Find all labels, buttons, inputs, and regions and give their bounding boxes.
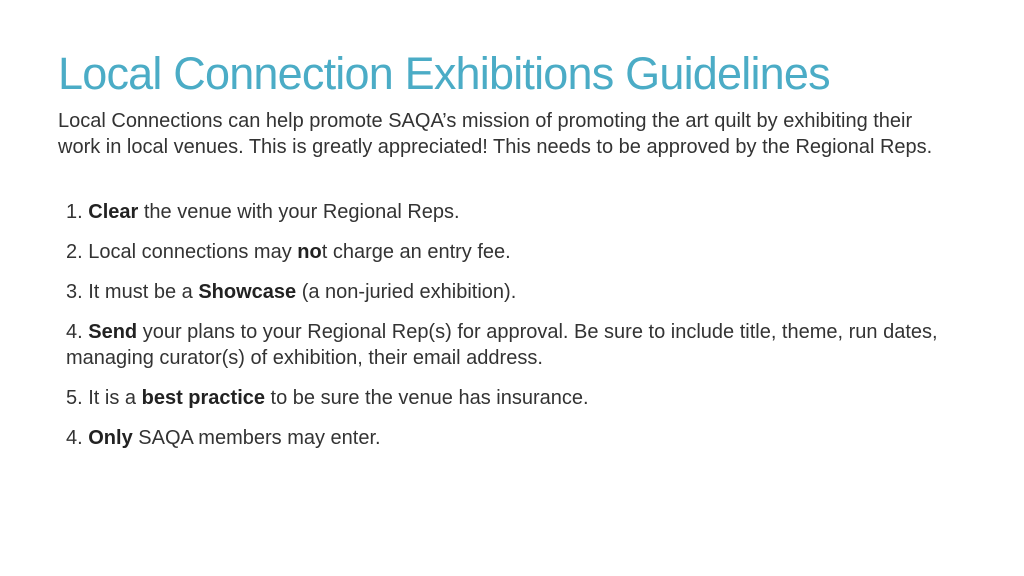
slide-title: Local Connection Exhibitions Guidelines <box>58 48 830 99</box>
step-text-bold: best practice <box>141 387 265 409</box>
step-text-post: the venue with your Regional Reps. <box>138 201 460 223</box>
guideline-step <box>66 425 966 451</box>
step-number: 5. <box>66 387 83 409</box>
step-text-post: t charge an entry fee. <box>321 241 511 263</box>
step-text-bold: no <box>297 241 322 263</box>
step-text-post: SAQA members may enter. <box>132 427 381 449</box>
step-text-bold: Send <box>88 321 138 343</box>
step-text-pre: It must be a <box>88 281 199 303</box>
step-text-post: to be sure the venue has insurance. <box>265 387 589 409</box>
guideline-step <box>66 279 966 305</box>
step-number: 1. <box>66 201 83 223</box>
guideline-step <box>66 199 966 225</box>
step-number: 4. <box>66 427 83 449</box>
guidelines-list <box>66 199 966 465</box>
step-text-bold: Showcase <box>198 281 297 303</box>
step-text-pre: Local connections may <box>88 241 298 263</box>
step-text-bold: Clear <box>88 201 139 223</box>
guideline-step <box>66 319 966 371</box>
step-text-bold: Only <box>88 427 133 449</box>
step-text-post: (a non-juried exhibition). <box>296 281 517 303</box>
step-number: 2. <box>66 241 83 263</box>
guideline-step <box>66 239 966 265</box>
step-text-post: your plans to your Regional Rep(s) for approval. Be sure to include title, theme, run dates, managing curator(s) of exhibition, their email address. <box>66 321 938 369</box>
guideline-step <box>66 385 966 411</box>
step-number: 4. <box>66 321 83 343</box>
intro-paragraph: Local Connections can help promote SAQA’s mission of promoting the art quilt by exhibiting their work in local venues. This is greatly appreciated! This needs to be approved by the Regional Reps. <box>58 110 933 158</box>
step-number: 3. <box>66 281 83 303</box>
step-text-pre: It is a <box>88 387 142 409</box>
